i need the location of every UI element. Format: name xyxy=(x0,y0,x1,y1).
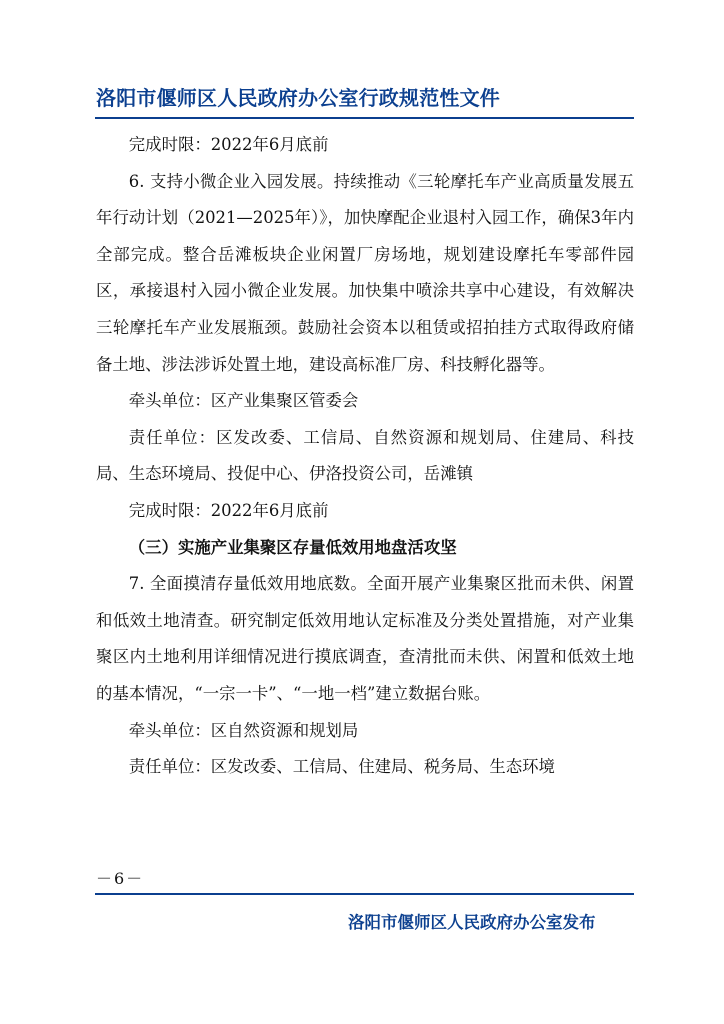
lead-unit-line: 牵头单位：区自然资源和规划局 xyxy=(128,720,359,740)
deadline-line: 完成时限：2022年6月底前 xyxy=(128,500,329,520)
page-number: －6－ xyxy=(96,869,145,888)
document-header-title: 洛阳市偃师区人民政府办公室行政规范性文件 xyxy=(96,86,500,110)
deadline-line: 完成时限：2022年6月底前 xyxy=(128,135,329,154)
responsible-units-line: 责任单位：区发改委、工信局、自然资源和规划局、住建局、科技局、生态环境局、投促中心、伊洛投资公司，岳滩镇 xyxy=(96,427,634,484)
lead-unit-line: 牵头单位：区产业集聚区管委会 xyxy=(128,391,359,411)
document-body xyxy=(96,127,634,786)
responsible-units-line: 责任单位：区发改委、工信局、住建局、税务局、生态环境 xyxy=(128,757,555,777)
section-heading: （三）实施产业集聚区存量低效用地盘活攻坚 xyxy=(128,537,457,557)
item-6-paragraph: 6. 支持小微企业入园发展。持续推动《三轮摩托车产业高质量发展五年行动计划（2021—2025年）》，加快摩配企业退村入园工作，确保3年内全部完成。整合岳滩板块企业闲置厂房场地，规划建设摩托车零部件园区，承接退村入园小微企业发展。加快集中喷涂共享中心建设，有效解决三轮摩托车产业发展瓶颈。鼓励社会资本以租赁或招拍挂方式取得政府储备土地、涉法涉诉处置土地，建设高标准厂房、科技孵化器等。 xyxy=(96,171,634,374)
header-divider xyxy=(95,117,634,119)
footer-publisher: 洛阳市偃师区人民政府办公室发布 xyxy=(348,913,596,932)
footer-divider xyxy=(95,893,634,895)
item-7-paragraph: 7. 全面摸清存量低效用地底数。全面开展产业集聚区批而未供、闲置和低效土地清查。研究制定低效用地认定标准及分类处置措施，对产业集聚区内土地利用详细情况进行摸底调查，查清批而未供、闲置和低效土地的基本情况，“一宗一卡”、“一地一档”建立数据台账。 xyxy=(96,574,634,703)
